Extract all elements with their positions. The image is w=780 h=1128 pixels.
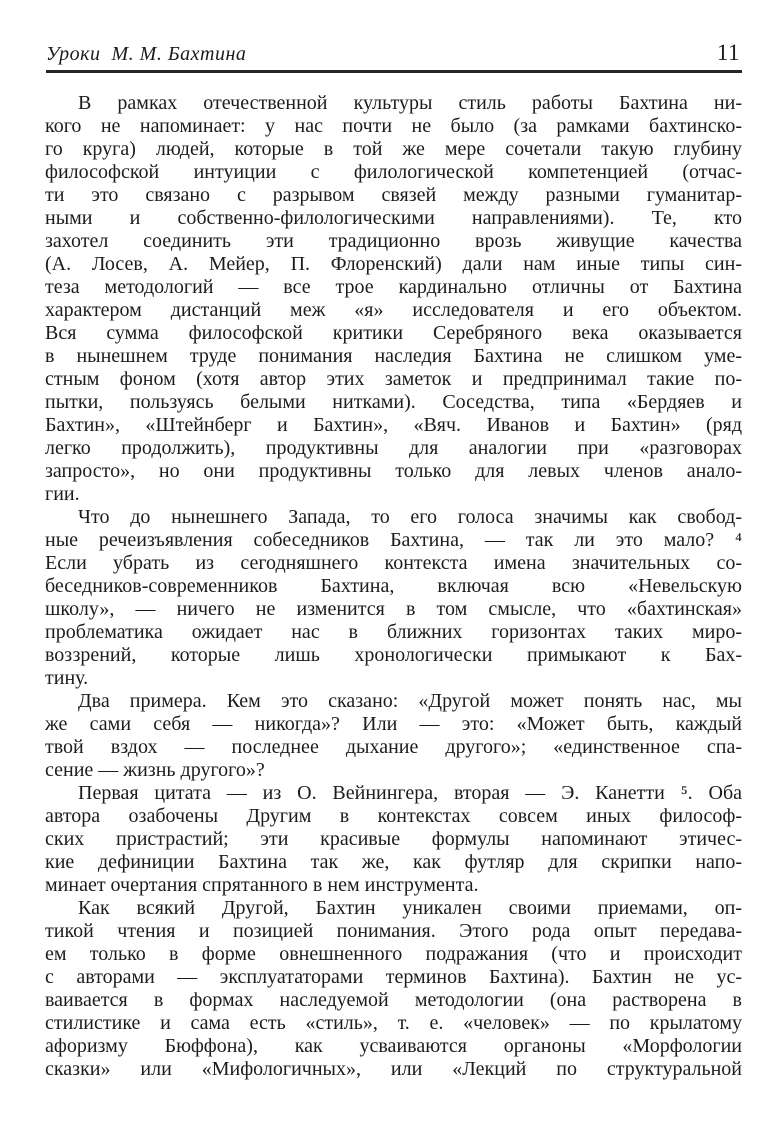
- text-line: кого не напоминает: у нас почти не было (за рамками бахтинско-: [45, 115, 742, 137]
- text-line: ем только в форме овнешненного подражания (что и происходит: [45, 943, 742, 965]
- text-line: характером дистанций меж «я» исследователя и его объектом.: [45, 299, 742, 321]
- text-line: ских пристрастий; эти красивые формулы напоминают этичес-: [45, 828, 742, 850]
- text-line: тикой чтения и позицией понимания. Этого рода опыт передава-: [45, 920, 742, 942]
- text-line: гии.: [45, 483, 80, 505]
- text-line: ти это связано с разрывом связей между разными гуманитар-: [45, 184, 742, 206]
- text-line: (А. Лосев, А. Мейер, П. Флоренский) дали нам иные типы син-: [45, 253, 742, 275]
- text-line: автора озабочены Другим в контекстах совсем иных философ-: [45, 805, 742, 827]
- text-line: философской интуиции с филологической компетенцией (отчас-: [45, 161, 742, 183]
- text-line: ваивается в формах наследуемой методологии (она растворена в: [45, 989, 742, 1011]
- text-line: беседников-современников Бахтина, включая всю «Невельскую: [45, 575, 742, 597]
- text-line: проблематика ожидает нас в ближних горизонтах таких миро-: [45, 621, 742, 643]
- text-line: воззрений, которые лишь хронологически примыкают к Бах-: [45, 644, 742, 666]
- text-line: же сами себя — никогда»? Или — это: «Может быть, каждый: [45, 713, 742, 735]
- text-line: сказки» или «Мифологичных», или «Лекций по структуральной: [45, 1058, 742, 1080]
- header-rule: [46, 70, 742, 73]
- paragraph: [45, 690, 742, 782]
- text-line: В рамках отечественной культуры стиль работы Бахтина ни-: [78, 92, 742, 114]
- text-line: сение — жизнь другого»?: [45, 759, 265, 781]
- paragraph: [45, 506, 742, 690]
- text-line: минает очертания спрятанного в нем инструмента.: [45, 874, 479, 896]
- text-line: Первая цитата — из О. Вейнингера, вторая — Э. Канетти ⁵. Оба: [78, 782, 742, 804]
- text-line: стным фоном (хотя автор этих заметок и предпринимал такие по-: [45, 368, 742, 390]
- text-line: с авторами — эксплуататорами терминов Бахтина). Бахтин не ус-: [45, 966, 742, 988]
- text-line: го круга) людей, которые в той же мере сочетали такую глубину: [45, 138, 742, 160]
- text-line: Вся сумма философской критики Серебряного века оказывается: [45, 322, 742, 344]
- text-line: стилистике и сама есть «стиль», т. е. «человек» — по крылатому: [45, 1012, 742, 1034]
- text-line: Как всякий Другой, Бахтин уникален своими приемами, оп-: [78, 897, 742, 919]
- text-line: афоризму Бюффона), как усваиваются органоны «Морфологии: [45, 1035, 742, 1057]
- text-line: ные речеизъявления собеседников Бахтина, — так ли это мало? ⁴: [45, 529, 742, 551]
- text-line: захотел соединить эти традиционно врозь живущие качества: [45, 230, 742, 252]
- text-line: теза методологий — все трое кардинально отличны от Бахтина: [45, 276, 742, 298]
- text-line: Бахтин», «Штейнберг и Бахтин», «Вяч. Иванов и Бахтин» (ряд: [45, 414, 742, 436]
- text-line: Если убрать из сегодняшнего контекста имена значительных со-: [45, 552, 742, 574]
- text-line: в нынешнем труде понимания наследия Бахтина не слишком уме-: [45, 345, 742, 367]
- text-line: Два примера. Кем это сказано: «Другой может понять нас, мы: [78, 690, 742, 712]
- paragraph: [45, 92, 742, 506]
- page-header: [46, 40, 740, 66]
- text-line: твой вздох — последнее дыхание другого»; «единственное спа-: [45, 736, 742, 758]
- text-line: ными и собственно-филологическими направлениями). Те, кто: [45, 207, 742, 229]
- paragraph: [45, 782, 742, 897]
- page-number: 11: [716, 40, 740, 65]
- text-line: пытки, пользуясь белыми нитками). Соседства, типа «Бердяев и: [45, 391, 742, 413]
- paragraph: [45, 897, 742, 1081]
- text-line: школу», — ничего не изменится в том смысле, что «бахтинская»: [45, 598, 742, 620]
- text-line: легко продолжить), продуктивны для аналогии при «разговорах: [45, 437, 742, 459]
- page-body: [45, 92, 742, 1081]
- running-title: Уроки М. М. Бахтина: [46, 43, 247, 65]
- text-line: тину.: [45, 667, 89, 689]
- text-line: кие дефиниции Бахтина так же, как футляр для скрипки напо-: [45, 851, 742, 873]
- text-line: запросто», но они продуктивны только для левых членов анало-: [45, 460, 742, 482]
- text-line: Что до нынешнего Запада, то его голоса значимы как свобод-: [78, 506, 742, 528]
